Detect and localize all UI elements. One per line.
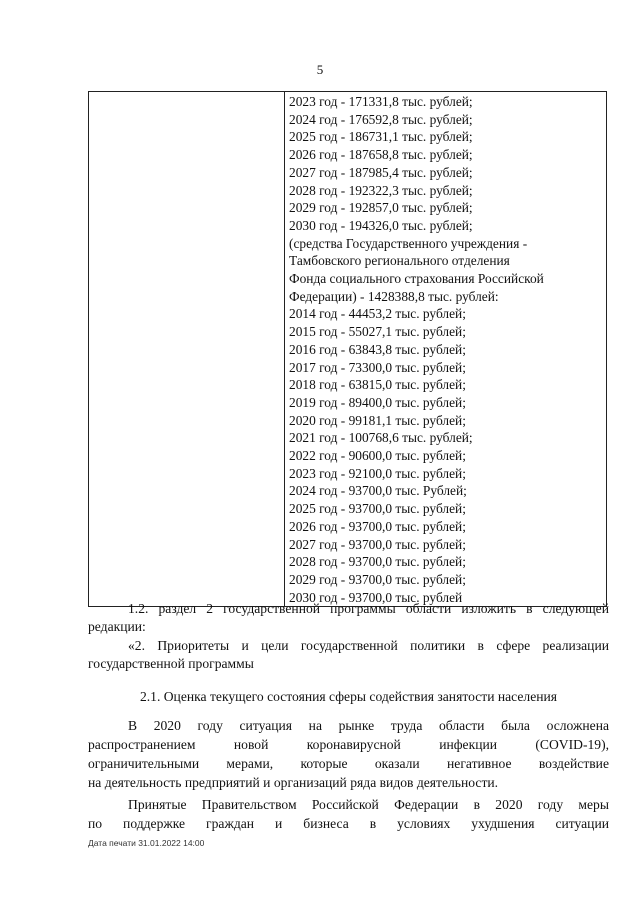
funding-line: 2026 год - 93700,0 тыс. рублей; xyxy=(289,518,466,534)
funding-line: 2030 год - 93700,0 тыс. рублей xyxy=(289,589,463,605)
funding-line: 2014 год - 44453,2 тыс. рублей; xyxy=(289,306,466,322)
paragraph-line: 1.2. раздел 2 государственной программы области изложить в следующей xyxy=(128,601,609,616)
funding-line: 2022 год - 90600,0 тыс. рублей; xyxy=(289,448,466,464)
funding-line: 2024 год - 176592,8 тыс. рублей; xyxy=(289,111,473,127)
paragraph-line: Принятые Правительством Российской Федерации в 2020 году меры xyxy=(128,797,609,812)
print-date-footer: Дата печати 31.01.2022 14:00 xyxy=(88,838,205,848)
funding-table xyxy=(88,91,607,607)
paragraph-line: ограничительными мерами, которые оказали негативное воздействие xyxy=(88,756,609,771)
paragraph-line: редакции: xyxy=(88,619,146,634)
paragraph-line: на деятельность предприятий и организаций ряда видов деятельности. xyxy=(88,775,499,790)
paragraph-line: В 2020 году ситуация на рынке труда области была осложнена xyxy=(128,718,609,733)
funding-line: (средства Государственного учреждения - xyxy=(289,235,528,251)
funding-line: 2024 год - 93700,0 тыс. Рублей; xyxy=(289,483,467,499)
table-cell-funding xyxy=(285,92,607,607)
funding-line: 2027 год - 93700,0 тыс. рублей; xyxy=(289,536,466,552)
funding-line: 2027 год - 187985,4 тыс. рублей; xyxy=(289,164,473,180)
funding-line: 2021 год - 100768,6 тыс. рублей; xyxy=(289,430,473,446)
funding-line: 2017 год - 73300,0 тыс. рублей; xyxy=(289,359,466,375)
funding-line: 2023 год - 92100,0 тыс. рублей; xyxy=(289,465,466,481)
table-cell-left xyxy=(89,92,285,607)
page-number: 5 xyxy=(316,62,324,77)
paragraph-line: распространением новой коронавирусной инфекции (COVID-19), xyxy=(88,737,609,752)
funding-line: 2018 год - 63815,0 тыс. рублей; xyxy=(289,377,466,393)
funding-line: Федерации) - 1428388,8 тыс. рублей: xyxy=(289,288,499,304)
funding-line: 2028 год - 93700,0 тыс. рублей; xyxy=(289,554,466,570)
funding-line: 2020 год - 99181,1 тыс. рублей; xyxy=(289,412,466,428)
funding-line: 2028 год - 192322,3 тыс. рублей; xyxy=(289,182,473,198)
funding-line: 2025 год - 186731,1 тыс. рублей; xyxy=(289,129,473,145)
funding-line: 2026 год - 187658,8 тыс. рублей; xyxy=(289,147,473,163)
funding-lines xyxy=(289,93,602,606)
paragraph-line: государственной программы xyxy=(88,656,254,671)
funding-line: Тамбовского регионального отделения xyxy=(289,253,510,269)
funding-line: 2023 год - 171331,8 тыс. рублей; xyxy=(289,94,473,109)
section-heading: 2.1. Оценка текущего состояния сферы содействия занятости населения xyxy=(139,689,558,704)
paragraph-line: по поддержке граждан и бизнеса в условиях ухудшения ситуации xyxy=(88,816,609,831)
table-row xyxy=(89,92,607,607)
funding-line: 2029 год - 93700,0 тыс. рублей; xyxy=(289,571,466,587)
funding-line: 2030 год - 194326,0 тыс. рублей; xyxy=(289,217,473,233)
funding-line: 2029 год - 192857,0 тыс. рублей; xyxy=(289,200,473,216)
paragraph-line: «2. Приоритеты и цели государственной политики в сфере реализации xyxy=(128,638,609,653)
funding-line: 2025 год - 93700,0 тыс. рублей; xyxy=(289,501,466,517)
funding-line: Фонда социального страхования Российской xyxy=(289,271,544,287)
funding-line: 2019 год - 89400,0 тыс. рублей; xyxy=(289,394,466,410)
funding-line: 2016 год - 63843,8 тыс. рублей; xyxy=(289,341,466,357)
funding-line: 2015 год - 55027,1 тыс. рублей; xyxy=(289,324,466,340)
